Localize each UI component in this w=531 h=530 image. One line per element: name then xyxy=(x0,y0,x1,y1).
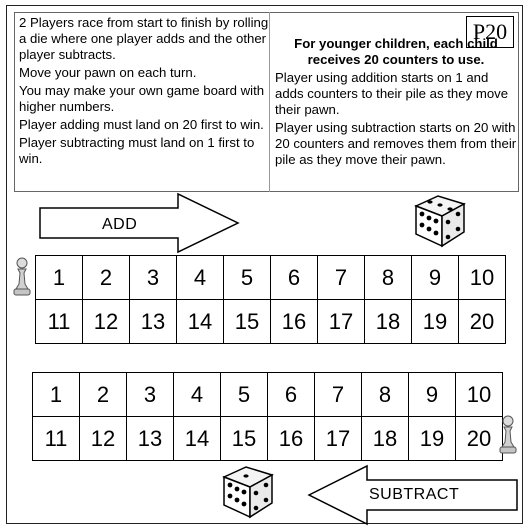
board-square: 18 xyxy=(365,300,412,344)
board-square: 8 xyxy=(365,256,412,300)
subtraction-game-board xyxy=(32,372,503,461)
die-icon xyxy=(216,463,276,521)
board-square: 14 xyxy=(177,300,224,344)
addition-game-board xyxy=(35,255,506,344)
board-square: 19 xyxy=(412,300,459,344)
rules-left-column xyxy=(19,15,269,169)
board-square: 1 xyxy=(33,373,80,417)
chess-pawn-icon xyxy=(498,414,518,456)
board-square: 5 xyxy=(224,256,271,300)
board-square: 17 xyxy=(315,417,362,461)
board-square: 12 xyxy=(83,300,130,344)
board-square: 5 xyxy=(221,373,268,417)
rule-text: Player using addition starts on 1 and adds counters to their pile as they move their pawn. xyxy=(275,70,509,117)
board-square: 20 xyxy=(459,300,506,344)
rule-text: Move your pawn on each turn. xyxy=(19,65,197,80)
board-row xyxy=(33,417,503,461)
rule-text: Player adding must land on 20 first to win. xyxy=(19,117,264,132)
board-square: 20 xyxy=(456,417,503,461)
younger-children-heading: For younger children, each child receives 20 counters to use. xyxy=(294,36,498,67)
board-square: 12 xyxy=(80,417,127,461)
board-square: 11 xyxy=(36,300,83,344)
board-square: 18 xyxy=(362,417,409,461)
board-square: 14 xyxy=(174,417,221,461)
board-square: 9 xyxy=(412,256,459,300)
rule-text: 2 Players race from start to finish by rolling a die where one player adds and the other player subtracts. xyxy=(19,15,269,62)
board-square: 19 xyxy=(409,417,456,461)
board-square: 7 xyxy=(315,373,362,417)
board-square: 7 xyxy=(318,256,365,300)
board-square: 16 xyxy=(271,300,318,344)
board-row xyxy=(33,373,503,417)
board-square: 3 xyxy=(127,373,174,417)
add-label: ADD xyxy=(102,216,138,233)
board-square: 3 xyxy=(130,256,177,300)
board-square: 15 xyxy=(224,300,271,344)
board-square: 6 xyxy=(268,373,315,417)
add-arrow-icon xyxy=(38,192,242,254)
rules-divider xyxy=(269,12,270,192)
page-tag: P20 xyxy=(466,16,514,48)
die-icon xyxy=(408,192,468,250)
board-square: 2 xyxy=(80,373,127,417)
board-square: 10 xyxy=(459,256,506,300)
board-square: 13 xyxy=(127,417,174,461)
board-square: 4 xyxy=(174,373,221,417)
board-square: 4 xyxy=(177,256,224,300)
board-square: 6 xyxy=(271,256,318,300)
board-row xyxy=(36,300,506,344)
board-square: 15 xyxy=(221,417,268,461)
chess-pawn-icon xyxy=(12,256,32,298)
board-square: 13 xyxy=(130,300,177,344)
subtract-label: SUBTRACT xyxy=(369,486,460,503)
board-square: 10 xyxy=(456,373,503,417)
board-row xyxy=(36,256,506,300)
board-square: 9 xyxy=(409,373,456,417)
rule-text: You may make your own game board with higher numbers. xyxy=(19,83,265,114)
rule-text: Player subtracting must land on 1 first to win. xyxy=(19,135,255,166)
board-square: 1 xyxy=(36,256,83,300)
board-square: 17 xyxy=(318,300,365,344)
rule-text: Player using subtraction starts on 20 with 20 counters and removes them from their pile as they move their pawn. xyxy=(275,120,517,167)
board-square: 2 xyxy=(83,256,130,300)
rules-right-column xyxy=(275,36,517,170)
board-square: 8 xyxy=(362,373,409,417)
board-square: 11 xyxy=(33,417,80,461)
board-square: 16 xyxy=(268,417,315,461)
